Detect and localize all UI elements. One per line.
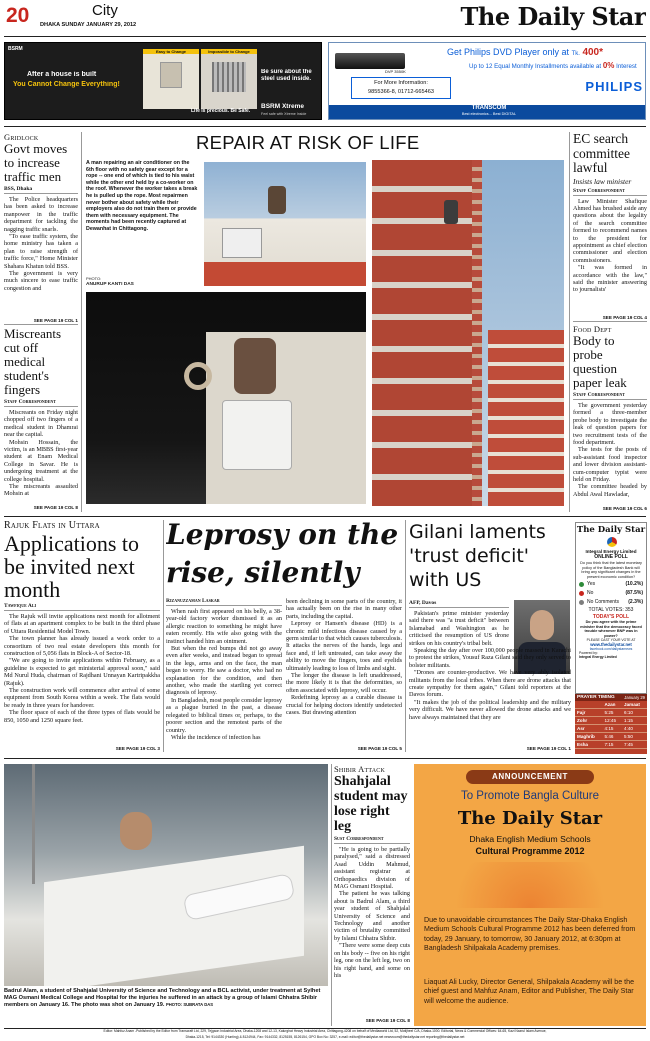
bsrm-logo: BSRM bbox=[8, 46, 23, 52]
gridlock-kicker: Gridlock bbox=[4, 132, 39, 142]
announcement-paper-logo: The Daily Star bbox=[457, 808, 603, 829]
poll-total-value: 353 bbox=[625, 607, 634, 614]
online-poll bbox=[575, 522, 647, 694]
patient-head bbox=[120, 812, 152, 850]
poll-question: Do you think that the latest monetary policy of the Bangladesh Bank will bring any significant changes in the present economic condition? bbox=[580, 561, 642, 579]
prayer-title: PRAYER TIMING bbox=[577, 695, 615, 700]
leprosy-body-1 bbox=[166, 608, 282, 741]
ac-unit bbox=[222, 228, 262, 258]
prayer-name: Zohr bbox=[575, 717, 603, 725]
rajuk-jump: SEE PAGE 19 COL 3 bbox=[115, 746, 160, 751]
integral-logo-icon bbox=[607, 537, 617, 547]
miscreants-body bbox=[4, 409, 78, 498]
prayer-column-header: Jamaat bbox=[622, 701, 647, 709]
repair-photo-credit: ANURUP KANTI DAS bbox=[86, 282, 134, 287]
miscreants-headline: Miscreants cut off medical student's fingers bbox=[4, 327, 62, 397]
prayer-row bbox=[575, 717, 647, 725]
poll-option-percent: (87.5%) bbox=[625, 590, 643, 597]
bsrm-easy-label: Easy to Change bbox=[143, 49, 199, 54]
poll-cast-label: PLEASE CAST YOUR VOTE AT bbox=[586, 638, 636, 643]
gridlock-para: The Police headquarters has been asked to increase manpower in the traffic department for tackling the nagging traffic snarls. bbox=[4, 196, 78, 233]
shibir-para: "He is going to be partially paralysed," said a distressed Asad Uddin Mahmud, assistant registrar at Orthopaedics division of MAG Osmani Hospital. bbox=[334, 846, 410, 891]
leprosy-para: In Bangladesh, most people consider leprosy as a plague buried in the past, a disease relegated to biblical times or, perhaps, to the poorer section and the remotest parts of the country. bbox=[166, 696, 282, 734]
dvd-player-image bbox=[335, 53, 405, 69]
prayer-column-header: Azan bbox=[603, 701, 623, 709]
philips-info-label: For More Information: bbox=[374, 80, 428, 86]
worker-figure bbox=[268, 186, 286, 214]
masthead-rule bbox=[4, 36, 646, 37]
leprosy-headline-2: rise, silently bbox=[166, 556, 360, 589]
prayer-row bbox=[575, 733, 647, 741]
poll-today-label: TODAY'S POLL bbox=[592, 614, 630, 621]
gilani-body bbox=[409, 610, 571, 721]
shibir-byline: Sust Correspondent bbox=[334, 836, 410, 844]
ad-rule bbox=[4, 126, 646, 127]
ec-para: "It was formed in accordance with the law," said the minister answering to journalists' bbox=[573, 264, 647, 294]
mid-rule bbox=[4, 516, 646, 517]
transcom-line bbox=[429, 112, 549, 119]
philips-sub-text: Up to 12 Equal Monthly Installments available at bbox=[469, 63, 602, 70]
food-byline: Staff Correspondent bbox=[573, 392, 647, 400]
poll-options bbox=[576, 580, 646, 607]
transcom-line-text: Best electronics... Best bbox=[461, 112, 501, 116]
philips-headline-text: Get Philips DVD Player only at bbox=[447, 47, 570, 57]
col-rule-left bbox=[81, 132, 82, 512]
poll-sponsor: Integral Energy Limited bbox=[585, 549, 637, 554]
miscreants-para: Miscreants on Friday night chopped off two fingers of a medical student in Dhamrai near the capital. bbox=[4, 409, 78, 439]
leprosy-headline-1: Leprosy on the bbox=[166, 518, 399, 551]
shibir-body bbox=[334, 846, 410, 979]
ec-subhead: Insists law minister bbox=[573, 176, 632, 186]
gilani-para: Pakistan's prime minister yesterday said there was "a trust deficit" between Islamabad and Washington as he criticised the resumption of US drone strikes on his country's tribal belt. bbox=[409, 610, 509, 647]
gilani-para: "It makes the job of the political leadership and the military very difficult. We have never allowed the drone attacks and we have always maintained that they are bbox=[409, 698, 571, 721]
hospital-caption bbox=[4, 988, 328, 1024]
gridlock-byline: BSS, Dhaka bbox=[4, 186, 78, 194]
prayer-name: Asr bbox=[575, 725, 603, 733]
leprosy-jump: SEE PAGE 19 COL 5 bbox=[357, 746, 402, 751]
miscreants-para: The miscreants assaulted Mohsin at bbox=[4, 483, 78, 498]
shibir-para: The patient he was talking about is Badrul Alam, a third year student of Shahjalal University of Science and Technology and another victim of brutality committed by Islami Chhatra Shibir. bbox=[334, 890, 410, 942]
prayer-time: 5:46 bbox=[603, 733, 623, 741]
hospital-photo-credit: PHOTO: SUBRATA DAS bbox=[165, 1001, 214, 1007]
bsrm-headline-top: After a house is built bbox=[27, 71, 97, 78]
poll-facebook[interactable]: facebook.com/dailystarnews bbox=[589, 647, 633, 652]
prayer-row bbox=[575, 725, 647, 733]
prayer-name: Maghrib bbox=[575, 733, 603, 741]
rajuk-headline: Applications to be invited next month bbox=[4, 531, 140, 602]
rajuk-story bbox=[4, 520, 160, 746]
poll-option-label bbox=[579, 598, 619, 607]
prayer-name: Esha bbox=[575, 741, 603, 749]
leprosy-para: While the incidence of infection has bbox=[171, 733, 261, 741]
bsrm-product: BSRM Xtreme bbox=[261, 103, 304, 110]
col-rule-leprosy bbox=[405, 520, 406, 752]
repair-photo-label: PHOTO: bbox=[86, 276, 102, 281]
prayer-time: 4:15 bbox=[603, 725, 623, 733]
poll-option-percent: (2.3%) bbox=[628, 599, 643, 606]
shibir-jump: SEE PAGE 19 COL 8 bbox=[365, 1018, 410, 1023]
gilani-byline: AFP, Davos bbox=[409, 600, 509, 608]
gilani-headline: Gilani laments 'trust deficit' with US bbox=[409, 521, 546, 591]
poll-option-dot-icon bbox=[579, 582, 584, 587]
rajuk-para: The Rajuk will invite applications next month for allotment of flats at an apartment complex to be built in the third phase of Uttara Residential Model Town. bbox=[4, 613, 160, 635]
bsrm-ad bbox=[4, 42, 322, 120]
poll-option-text: No bbox=[587, 590, 594, 597]
hospital-caption-text: Badrul Alam, a student of Shahjalal University of Science and Technology and a BCL activist, under treatment at Sylhet MAG Osmani Medical College and Hospital for the injuries he suffered in an attack by a group of Islami Chhatra Shibir members on January 16. The photo was shot on January 19. bbox=[4, 988, 321, 1008]
worker-figure-right bbox=[444, 200, 458, 224]
tower-block bbox=[488, 330, 564, 506]
footer-imprint-1: Editor: Mahfuz Anam -Published by the Editor from Transcraft Ltd, 229, Tejgaon Industrial Area, Dhaka-1208 and 12-13, Kalurghat Heavy Industrial Area, Chittagong-4208 on behalf of Mediaworld Ltd, 52, Motijheel C/A, Dhaka-1000. Editorial, News & Commercial Offices: 64-65, Kazi Nazrul Islam Avenue, bbox=[103, 1029, 547, 1033]
shibir-headline: Shahjalal student may lose right leg bbox=[334, 774, 408, 834]
rajuk-para: "We are going to invite applications within February, as a guideline is expected to get ministerial approval soon," said Md Nurul Huda, chairman of Rajdhani Unnayan Kartripakkha (Rajuk). bbox=[4, 657, 160, 687]
food-jump: SEE PAGE 19 COL 6 bbox=[602, 506, 647, 511]
philips-info-box bbox=[351, 77, 451, 99]
poll-powered-by: Integral Energy Limited bbox=[579, 655, 617, 660]
miscreants-byline: Staff Correspondent bbox=[4, 399, 78, 407]
prayer-time: 12:45 bbox=[603, 717, 623, 725]
philips-phone: 9855366-8, 01712-665463 bbox=[368, 89, 434, 95]
announcement-para-1: Due to unavoidable circumstances The Daily Star-Dhaka English Medium Schools Cultural Programme 2012 has been deferred from today, 29 January, to tomorrow, 30 January 2012, at 6:30pm at Bangladesh Shilpakala Academy premises. bbox=[424, 916, 636, 953]
gridlock-divider bbox=[4, 324, 78, 325]
prayer-time: 1:15 bbox=[622, 717, 647, 725]
ec-divider bbox=[573, 321, 647, 322]
miscreants-story bbox=[4, 327, 78, 503]
gilani-para: "Drones are counter-productive. We have very ably isolated militants from the local tribes. When there are drone attacks that create sympathy for them again," Gilani told reporters at the Davos forum. bbox=[409, 669, 571, 699]
poll-option-text: No Comments bbox=[587, 599, 619, 606]
prayer-time: 6:10 bbox=[622, 709, 647, 717]
rajuk-para: The construction work will commence after arrival of some equipment from South Korea within a week. The flats would be ready in three years for handover. bbox=[4, 687, 160, 709]
prayer-table bbox=[575, 701, 647, 749]
ec-jump: SEE PAGE 19 COL 4 bbox=[602, 315, 647, 320]
leprosy-para: been declining in some parts of the country, it has actually been on the rise in many other parts, including the capital. bbox=[286, 598, 402, 620]
patient-bed bbox=[44, 846, 304, 986]
bsrm-right-text: Be sure about the steel used inside. bbox=[261, 69, 312, 82]
food-para: The tests for the posts of sub-assistant food inspector and lower division assistant-cum-computer typist were held on Friday. bbox=[573, 446, 647, 484]
bsrm-house-easy bbox=[143, 49, 199, 109]
gilani-para: Speaking the day after over 100,000 people massed in Karachi to protest the strikes, Yousuf Raza Gilani said they only served to bolster militants. bbox=[409, 647, 571, 669]
announcement-decor bbox=[434, 862, 626, 908]
repair-headline: REPAIR AT RISK OF LIFE bbox=[196, 132, 420, 153]
bsrm-headline-bottom: You Cannot Change Everything! bbox=[13, 81, 120, 88]
leprosy-para: Leprosy or Hansen's disease (HD) is a chronic mild infectious disease caused by a germ similar to that which causes tuberculosis. It attacks the nerves of the hands, legs and face and, if left untreated, can take away the ability to move the fingers, toes and eyelids ultimately leading to loss of limbs and sight. bbox=[286, 620, 402, 672]
food-headline: Body to probe question paper leak bbox=[573, 333, 627, 390]
philips-ad bbox=[328, 42, 646, 120]
poll-option bbox=[576, 589, 646, 598]
section-name: City bbox=[92, 2, 118, 19]
col-rule-rajuk bbox=[163, 520, 164, 752]
food-para: The committee headed by Abdul Awal Hawladar, bbox=[573, 483, 647, 498]
prayer-time: 5:25 bbox=[603, 709, 623, 717]
poll-url[interactable]: www.thedailystar.net bbox=[590, 642, 632, 648]
prayer-name: Fajr bbox=[575, 709, 603, 717]
poll-option-percent: (10.2%) bbox=[625, 581, 643, 588]
gridlock-body bbox=[4, 196, 78, 292]
bsrm-impossible-label: Impossible to Change bbox=[201, 49, 257, 54]
food-story bbox=[573, 324, 647, 508]
leprosy-para: The longer the disease is left unaddressed, the more likely it is that the deformities, so often associated with leprosy, will occur. bbox=[286, 672, 402, 694]
shibir-para: "There were some deep cuts on his body -- five on his right leg, one on the left leg, two on his right hand, and some on his bbox=[334, 942, 410, 979]
col-rule-right bbox=[569, 132, 570, 512]
leprosy-para: When rash first appeared on his belly, a 38-year-old factory worker dismissed it as an allergic reaction to something he might have eaten recently. His wife also going with the instinct handed him an ointment. bbox=[166, 608, 282, 645]
poll-option-text: Yes bbox=[587, 581, 596, 588]
transcom-bar bbox=[329, 105, 645, 119]
prayer-timing bbox=[575, 694, 647, 754]
prayer-time: 7:45 bbox=[622, 741, 647, 749]
leprosy-para: But when the red bumps did not go away even after weeks, and instead began to spread in the legs, arms and on the face, the man began to worry. He saw a doctor, who had no explanation for the condition, and then another, who made the startling yet correct diagnosis of leprosy. bbox=[166, 645, 282, 697]
rajuk-kicker: Rajuk Flats in Uttara bbox=[4, 520, 100, 531]
leprosy-byline: Rizanuzzaman Laskar bbox=[166, 598, 282, 606]
announcement-event-2: Cultural Programme 2012 bbox=[475, 846, 585, 856]
rajuk-para: The floor space of each of the three types of flats would be 850, 1050 and 1250 square feet. bbox=[4, 709, 160, 724]
philips-price: 400* bbox=[582, 47, 604, 58]
gridlock-jump: SEE PAGE 19 COL 1 bbox=[33, 318, 78, 323]
bsrm-product-sub: Feel safe with Xtreme Inside bbox=[261, 112, 307, 116]
leprosy-col2 bbox=[286, 598, 402, 744]
rope-coil bbox=[184, 362, 212, 390]
philips-price-prefix: Tk. bbox=[571, 51, 580, 57]
wall-ledge bbox=[204, 262, 366, 286]
col-rule-shibir bbox=[331, 764, 332, 1026]
ec-para: Law Minister Shafique Ahmed has brushed aside any questions about the legality of the search committee formed to recommend names to the president for appointment as chief election commissioner and election commissioners. bbox=[573, 197, 647, 264]
prayer-row bbox=[575, 709, 647, 717]
poll-powered: Powered by: bbox=[579, 651, 598, 656]
gridlock-para: The government is very much sincere to ease traffic congestion and bbox=[4, 270, 78, 292]
philips-headline bbox=[447, 47, 643, 59]
gilani-jump: SEE PAGE 19 COL 1 bbox=[526, 746, 571, 751]
leprosy-para: Redefining leprosy as a curable disease is crucial for helping doctors identify undetected cases. But drawing attention bbox=[286, 694, 402, 717]
prayer-time: 4:40 bbox=[622, 725, 647, 733]
transcom-line-end: DIGITAL bbox=[501, 112, 517, 116]
leprosy-body-2 bbox=[286, 598, 402, 717]
ec-headline: EC search committee lawful bbox=[573, 132, 630, 175]
poll-option-label bbox=[579, 589, 593, 598]
gilani-story bbox=[409, 600, 571, 746]
announcement-box bbox=[414, 764, 646, 1026]
miscreants-para: Mohsin Hossain, the victim, is an MBBS first-year student at Enam Medical College in Savar. He is undergoing treatment at the college hospital. bbox=[4, 438, 78, 483]
bsrm-tagline: Life is precious. Be Safe. bbox=[191, 108, 251, 114]
prayer-header-row bbox=[575, 701, 647, 709]
prayer-header bbox=[575, 694, 647, 701]
prayer-time: 7:15 bbox=[603, 741, 623, 749]
gridlock-story bbox=[4, 132, 78, 322]
poll-paper-logo: The Daily Star bbox=[576, 525, 646, 535]
masthead-logo: The Daily Star bbox=[460, 2, 646, 31]
worker-figure-large bbox=[234, 338, 276, 394]
announcement-title: To Promote Bangla Culture bbox=[460, 790, 600, 802]
rajuk-byline: Tawfique Ali bbox=[4, 603, 160, 611]
philips-interest: Interest bbox=[616, 63, 637, 70]
repair-photo-right bbox=[372, 160, 564, 506]
bsrm-house-impossible bbox=[201, 49, 257, 109]
poll-total-label: TOTAL VOTES: bbox=[588, 607, 624, 614]
shibir-story bbox=[334, 764, 410, 1016]
poll-option-dot-icon bbox=[579, 600, 584, 605]
repair-photo-top bbox=[204, 162, 366, 286]
prayer-row bbox=[575, 741, 647, 749]
page-number: 20 bbox=[6, 4, 30, 27]
rajuk-body bbox=[4, 613, 160, 724]
poll-title: ONLINE POLL bbox=[594, 554, 628, 560]
repair-photo-main bbox=[86, 292, 366, 504]
poll-today-question: Do you agree with the prime minister that the democracy faced trouble whenever BNP was in power? bbox=[580, 620, 642, 638]
ec-story bbox=[573, 132, 647, 320]
prayer-column-header bbox=[575, 701, 603, 709]
food-kicker: Food Dept bbox=[573, 324, 612, 334]
announcement-para-2: Liaquat Ali Lucky, Director General, Shilpakala Academy will be the chief guest and Mahfuz Anam, Editor and Publisher, The Daily Star will welcome the audience. bbox=[424, 978, 635, 1005]
ec-body bbox=[573, 198, 647, 294]
philips-zero: 0% bbox=[602, 61, 615, 70]
poll-option bbox=[576, 580, 646, 589]
dateline: DHAKA SUNDAY JANUARY 29, 2012 bbox=[40, 22, 137, 28]
philips-sub bbox=[469, 61, 645, 71]
ac-unit-large bbox=[222, 400, 292, 470]
poll-option bbox=[576, 598, 646, 607]
hospital-photo bbox=[4, 764, 328, 986]
ec-byline: Staff Correspondent bbox=[573, 188, 647, 196]
shibir-kicker: Shibir Attack bbox=[334, 764, 385, 774]
food-body bbox=[573, 402, 647, 498]
leprosy-col1 bbox=[166, 598, 282, 748]
miscreants-jump: SEE PAGE 19 COL 8 bbox=[33, 505, 78, 510]
poll-total bbox=[576, 607, 646, 613]
transcom-logo: TRANSCOM bbox=[471, 105, 507, 111]
iv-stand bbox=[32, 764, 35, 884]
philips-model: DVP 3550K bbox=[385, 69, 406, 74]
philips-logo: PHILIPS bbox=[585, 79, 643, 94]
prayer-time: 5:50 bbox=[622, 733, 647, 741]
lower-rule bbox=[4, 758, 646, 759]
food-para: The government yesterday formed a three-member probe body to investigate the leak of question papers for two recruitment tests of the food department. bbox=[573, 402, 647, 447]
poll-option-dot-icon bbox=[579, 591, 584, 596]
footer-imprint-2: Dhaka-1215, Tel: 9144330 (Hunting) & 8124944, Fax: 9144332, 8125155, 8126154, GPO Box No: 3257, e-mail: editor@thedailystar.net newsroom@thedailystar.net reporting@thedailystar.net bbox=[185, 1035, 465, 1039]
announcement-badge: ANNOUNCEMENT bbox=[466, 770, 594, 784]
announcement-event-1: Dhaka English Medium Schools bbox=[469, 834, 591, 844]
poll-option-label bbox=[579, 580, 595, 589]
rajuk-para: The town planner has already issued a work order to a consortium of two real estate developers this month for construction of 5,056 flats in Block-A of Sector-18. bbox=[4, 635, 160, 658]
gridlock-para: "To ease traffic system, the home ministry has taken a plan to raise strength of traffic force," Home Minister Shahara Khatun told BSS. bbox=[4, 233, 78, 270]
gridlock-headline: Govt moves to increase traffic men bbox=[4, 141, 68, 184]
repair-caption: A man repairing an air conditioner on the 6th floor with no safety gear except for a rope -- one end of which is tied to his waist while the other end held by a co-worker on the roof. Whenever the worker takes a break he is pulled up the rope. Most repairmen never bother about safety while their employers also do not train them or provide them with necessary equipment. The moments had been recently captured at Dewanhat in Chittagong. bbox=[86, 160, 198, 232]
prayer-date: January 29 bbox=[624, 695, 645, 700]
